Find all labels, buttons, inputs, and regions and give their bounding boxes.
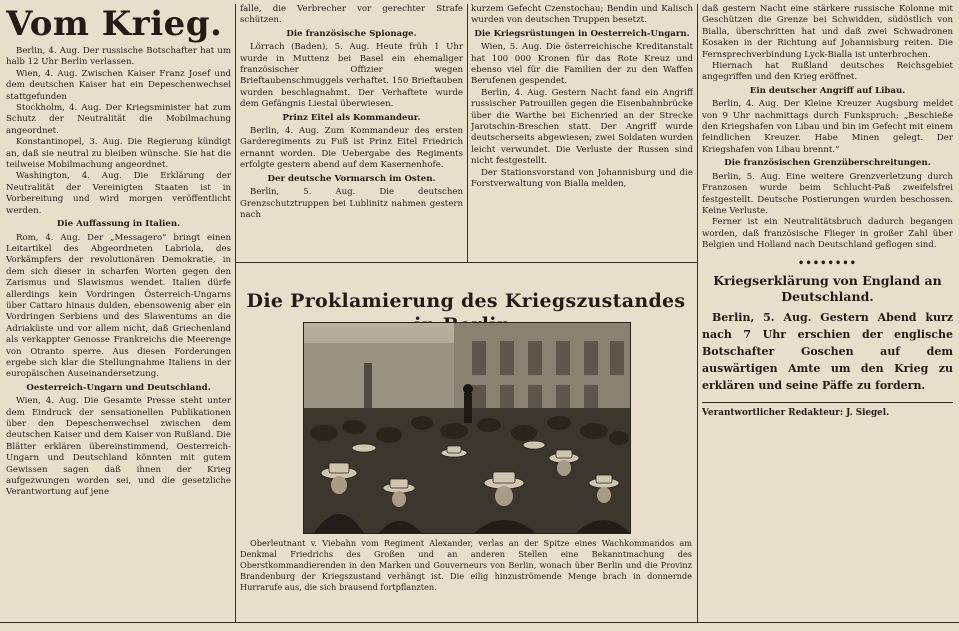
subhead-libau: Ein deutscher Angriff auf Libau. bbox=[749, 85, 906, 96]
article-stockholm: Stockholm, 4. Aug. Der Kriegsminister hat zum Schutz der Neutralität die Mobilmachung angeordnet. bbox=[6, 103, 231, 136]
editor-rule bbox=[702, 402, 953, 403]
crowd-photo bbox=[303, 322, 631, 534]
article-kreditanstalt: Wien, 5. Aug. Die österreichische Kreditanstalt hat 100 000 Kronen für das Rote Kreuz und ebenso viel für die Familien der zu den Waffen Berufenen gespendet. bbox=[471, 42, 693, 87]
subhead-grenzueberschreitungen: Die französischen Grenzüberschreitungen. bbox=[724, 158, 931, 169]
declaration-headline: Kriegserklärung von England an Deutschland. bbox=[713, 272, 942, 304]
article-russland-angriff: Hiernach hat Rußland deutsches Reichsgebiet angegriffen und den Krieg eröffnet. bbox=[702, 61, 953, 83]
article-konstantinopel: Konstantinopel, 3. Aug. Die Regierung kündigt an, daß sie neutral zu bleiben wünsche. Sie hat die teilweise Mobilmachung angeordnet. bbox=[6, 137, 231, 171]
article-continued: falle, die Verbrecher vor gerechter Strafe schützen. bbox=[240, 4, 463, 26]
article-flieger: Ferner ist ein Neutralitätsbruch dadurch begangen worden, daß französische Flieger in großer Zahl über Belgien und Holland nach Deutschland geflogen sind. bbox=[702, 217, 953, 251]
subhead-oesterreich: Oesterreich-Ungarn und Deutschland. bbox=[26, 382, 211, 393]
caption-text: Oberleutnant v. Viebahn vom Regiment Alexander, verlas an der Spitze eines Wachkommandos am Denkmal Friedrichs des Großen und an anderen Stellen eine Bekanntmachung des Oberstkommandierenden in den Marken und Gouverneurs von Berlin, wonach über Berlin und die Provinz Brandenburg der Kriegszustand verhängt ist. Die eilig hinzuströmende Menge brach in donnernde Hurrarufe aus, die sich brausend fortpflanzten. bbox=[240, 538, 692, 592]
column-rule-1 bbox=[235, 4, 236, 622]
page-bottom-rule bbox=[0, 622, 959, 623]
article-bialla: daß gestern Nacht eine stärkere russische Kolonne mit Geschützen die Grenze bei Schwidden, südöstlich von Bialla, überschritten hat und daß zwei Schwadronen Kosaken in der Richtung auf Johannisburg reiten. Die Fernsprechverbindung Lyck-Bialla ist unterbrochen. bbox=[702, 4, 953, 60]
feature-top-rule bbox=[236, 262, 697, 263]
masthead: Vom Krieg. bbox=[6, 4, 223, 44]
article-czenstochau: kurzem Gefecht Czenstochau; Bendin und Kalisch wurden von deutschen Truppen besetzt. bbox=[471, 4, 693, 26]
subhead-italien: Die Auffassung in Italien. bbox=[56, 219, 181, 230]
article-schlucht-pass: Berlin, 5. Aug. Eine weitere Grenzverletzung durch Franzosen wurde beim Schlucht-Paß zweifelsfrei festgestellt. Deutsche Postierungen wurden beschossen. Keine Verluste. bbox=[702, 171, 953, 216]
subhead-vormarsch: Der deutsche Vormarsch im Osten. bbox=[267, 173, 436, 184]
article-wien-depesche: Wien, 4. Aug. Zwischen Kaiser Franz Josef und dem deutschen Kaiser hat ein Depeschenwechsel stattgefunden bbox=[6, 68, 231, 102]
declaration-body: Berlin, 5. Aug. Gestern Abend kurz nach 7 Uhr erschien der englische Botschafter Goschen auf dem auswärtigen Amte um den Krieg zu erklären und seine Päffe zu fordern. bbox=[702, 310, 953, 392]
subhead-prinz-eitel: Prinz Eitel als Kommandeur. bbox=[282, 112, 421, 123]
column-1 bbox=[6, 4, 231, 620]
article-lublinitz: Berlin, 5. Aug. Die deutschen Grenzschutztruppen bei Lublinitz nahmen gestern nach bbox=[240, 187, 463, 220]
column-rule-3 bbox=[697, 4, 698, 622]
subhead-kriegsruestungen: Die Kriegsrüstungen in Oesterreich-Ungarn. bbox=[474, 28, 690, 39]
article-berlin-botschafter: Berlin, 4. Aug. Der russische Botschafter hat um halb 12 Uhr Berlin verlassen. bbox=[6, 46, 231, 68]
column-3 bbox=[471, 4, 693, 260]
column-2 bbox=[240, 4, 463, 260]
column-4 bbox=[702, 4, 953, 620]
article-washington: Washington, 4. Aug. Die Erklärung der Neutralität der Vereinigten Staaten ist in Vorbereitung und wird morgen veröffentlicht werden. bbox=[6, 171, 231, 216]
column-rule-2 bbox=[467, 4, 468, 262]
article-augsburg: Berlin, 4. Aug. Der Kleine Kreuzer Augsburg meldet von 9 Uhr nachmittags durch Funkspruch: „Beschieße den Kriegshafen von Libau und bin im Gefecht mit einem feindlichen Kreuzer. Habe Minen gelegt. Der Kriegshafen von Libau brennt.“ bbox=[702, 99, 953, 155]
article-warthe: Berlin, 4. Aug. Gestern Nacht fand ein Angriff russischer Patrouillen gegen die Eisenbahnbrücke über die Warthe bei Eichenried an der Strecke Jarotschin-Breschen statt. Der Angriff wurde deutscherseits abgewiesen; zwei Soldaten wurden leicht verwundet. Die Verluste der Russen sind nicht festgestellt. bbox=[471, 87, 693, 167]
editor-line: Verantwortlicher Redakteur: J. Siegel. bbox=[702, 407, 890, 418]
article-johannisburg: Der Stationsvorstand von Johannisburg und die Forstverwaltung von Bialla melden, bbox=[471, 167, 693, 190]
separator-dots: •••••••• bbox=[797, 257, 858, 269]
subhead-spionage: Die französische Spionage. bbox=[286, 28, 417, 39]
article-wien-presse: Wien, 4. Aug. Die Gesamte Presse steht unter dem Eindruck der sensationellen Publikationen über den Depeschenwechsel zwischen dem deutschen Kaiser und dem Kaiser von Rußland. Die Blätter erklären übereinstimmend, Oesterreich-Ungarn und Deutschland könnten mit gutem Gewissen sagen daß ihnen der Krieg aufgezwungen worden sei, und die gesetzliche Verantwortung auf jene bbox=[6, 396, 231, 498]
photo-caption bbox=[240, 538, 692, 593]
article-loerrach: Lörrach (Baden), 5. Aug. Heute früh 1 Uhr wurde in Muttenz bei Basel ein ehemaliger französischer Offizier wegen Brieftaubenschmuggels verhaftet. 150 Brieftauben wurden beschlagnahmt. Der Verhaftete wurde dem Gefängnis Liestal überwiesen. bbox=[240, 42, 463, 110]
article-prinz-eitel: Berlin, 4. Aug. Zum Kommandeur des ersten Garderegiments zu Fuß ist Prinz Eitel Friedrich ernannt worden. Die Uebergabe des Regiments erfolgte gestern abend auf dem Kasernenhofe. bbox=[240, 126, 463, 171]
feature-headline: Die Proklamierung des Kriegszustandes bbox=[246, 290, 686, 312]
article-rom: Rom, 4. Aug. Der „Messagero“ bringt einen Leitartikel des Abgeordneten Labriola, des Vorkämpfers der revolutionären Demokratie, in dem sich dieser in scharfen Worten gegen den Zarismus und Slawismus wendet. Italien dürfe allerdings kein Vordringen Österreich-Ungarns über Cattaro hinaus dulden, ebensowenig aber ein Vordringen Serbiens und des Slawentums an die Adriaküste und vor allem nicht, daß Griechenland als verkappter Genosse Frankreichs die Meerenge von Otranto sperre. Aus diesen Forderungen ergebe sich klar die Stellungnahme Italiens in der europäischen Auseinandersetzung. bbox=[6, 232, 231, 380]
